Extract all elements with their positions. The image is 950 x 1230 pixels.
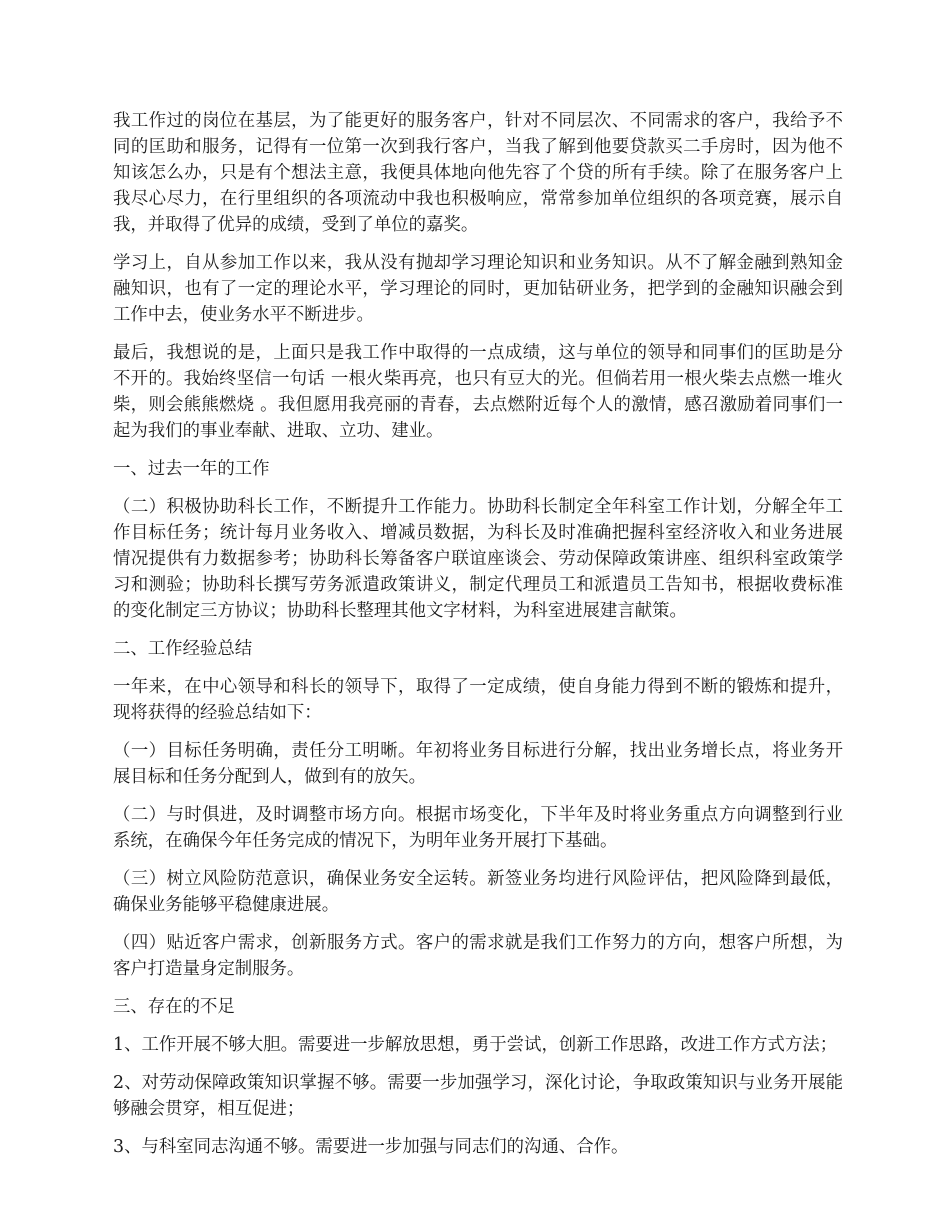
paragraph-assist-chief: （二）积极协助科长工作，不断提升工作能力。协助科长制定全年科室工作计划，分解全年工作目标任务；统计每月业务收入、增减员数据，为科长及时准确把握科室经济收入和业务进展情况提供有力数据参考；协助科长筹备客户联谊座谈会、劳动保障政策讲座、组织科室政策学习和测验；协助科长撰写劳务派遣政策讲义，制定代理员工和派遣员工告知书，根据收费标准的变化制定三方协议；协助科长整理其他文字材料，为科室进展建言献策。: [113, 497, 843, 621]
paragraph-experience-1: （一）目标任务明确，责任分工明晰。年初将业务目标进行分解，找出业务增长点，将业务开展目标和任务分配到人，做到有的放矢。: [113, 741, 843, 787]
paragraph-study: 学习上，自从参加工作以来，我从没有抛却学习理论知识和业务知识。从不了解金融到熟知金融知识，也有了一定的理论水平，学习理论的同时，更加钻研业务，把学到的金融知识融会到工作中去，使业务水平不断进步。: [113, 253, 843, 325]
paragraph-shortcoming-3: 3、与科室同志沟通不够。需要进一步加强与同志们的沟通、合作。: [113, 1137, 629, 1157]
paragraph-experience-intro: 一年来，在中心领导和科长的领导下，取得了一定成绩，使自身能力得到不断的锻炼和提升，现将获得的经验总结如下：: [113, 677, 843, 723]
paragraph-experience-3: （三）树立风险防范意识，确保业务安全运转。新签业务均进行风险评估，把风险降到最低，确保业务能够平稳健康进展。: [113, 869, 843, 915]
section-heading-past-year: 一、过去一年的工作: [113, 459, 270, 479]
paragraph-shortcoming-2: 2、对劳动保障政策知识掌握不够。需要一步加强学习，深化讨论，争取政策知识与业务开展能够融会贯穿，相互促进；: [113, 1073, 843, 1119]
paragraph-conclusion: 最后，我想说的是，上面只是我工作中取得的一点成绩，这与单位的领导和同事们的匡助是分不开的。我始终坚信一句话 一根火柴再亮，也只有豆大的光。但倘若用一根火柴去点燃一堆火柴，则会熊熊燃烧 。我但愿用我亮丽的青春，去点燃附近每个人的激情，感召激励着同事们一起为我们的事业奉献、进取、立功、建业。: [113, 343, 843, 441]
paragraph-experience-2: （二）与时俱进，及时调整市场方向。根据市场变化，下半年及时将业务重点方向调整到行业系统，在确保今年任务完成的情况下，为明年业务开展打下基础。: [113, 805, 843, 851]
document-body: [113, 108, 843, 1172]
paragraph-service-customers: 我工作过的岗位在基层，为了能更好的服务客户，针对不同层次、不同需求的客户，我给予不同的匡助和服务，记得有一位第一次到我行客户，当我了解到他要贷款买二手房时，因为他不知该怎么办，只是有个想法主意，我便具体地向他先容了个贷的所有手续。除了在服务客户上我尽心尽力，在行里组织的各项流动中我也积极响应，常常参加单位组织的各项竞赛，展示自我，并取得了优异的成绩，受到了单位的嘉奖。: [113, 111, 843, 235]
section-heading-experience: 二、工作经验总结: [113, 639, 253, 659]
paragraph-experience-4: （四）贴近客户需求，创新服务方式。客户的需求就是我们工作努力的方向，想客户所想，为客户打造量身定制服务。: [113, 933, 843, 979]
paragraph-shortcoming-1: 1、工作开展不够大胆。需要进一步解放思想，勇于尝试，创新工作思路，改进工作方式方法；: [113, 1035, 838, 1055]
section-heading-shortcomings: 三、存在的不足: [113, 997, 235, 1017]
